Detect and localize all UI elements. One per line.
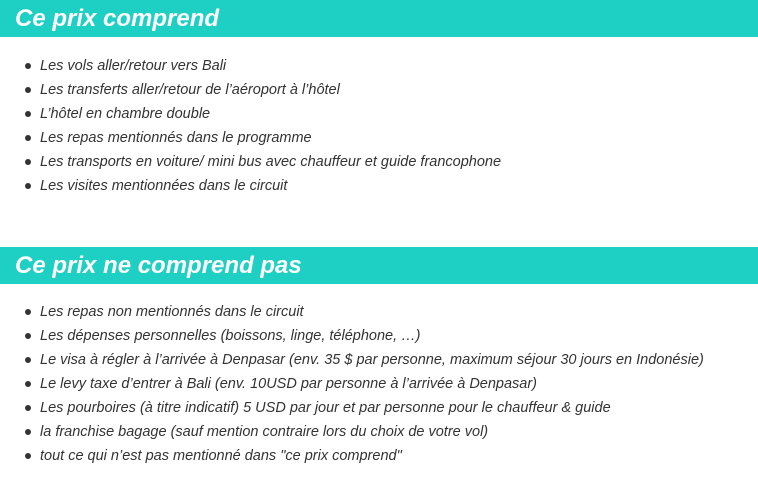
list-item [0,174,501,198]
list-item [0,300,704,324]
bullet-icon [25,183,31,189]
bullet-icon [25,357,31,363]
list-item [0,78,501,102]
list-item-text: Les transferts aller/retour de l’aéroport à l’hôtel [40,82,340,98]
list-item-text: Les repas non mentionnés dans le circuit [40,304,304,320]
section-title-included: Ce prix comprend [0,0,758,37]
list-item [0,102,501,126]
list-item-text: la franchise bagage (sauf mention contraire lors du choix de votre vol) [40,424,489,440]
bullet-icon [25,333,31,339]
list-item [0,54,501,78]
list-item [0,372,704,396]
list-item-text: Le visa à régler à l’arrivée à Denpasar (env. 35 $ par personne, maximum séjour 30 jours en Indonésie) [40,352,704,368]
list-item [0,348,704,372]
list-item-text: Les dépenses personnelles (boissons, linge, téléphone, …) [40,328,421,344]
bullet-icon [25,381,31,387]
bullet-icon [25,159,31,165]
included-list [0,54,501,198]
list-item-text: Les vols aller/retour vers Bali [40,58,227,74]
list-item [0,420,704,444]
list-item-text: Les visites mentionnées dans le circuit [40,178,288,194]
list-item [0,126,501,150]
list-item [0,396,704,420]
list-item-text: L’hôtel en chambre double [40,106,211,122]
bullet-icon [25,453,31,459]
bullet-icon [25,309,31,315]
list-item-text: Les repas mentionnés dans le programme [40,130,312,146]
list-item-text: Le levy taxe d’entrer à Bali (env. 10USD par personne à l’arrivée à Denpasar) [40,376,538,392]
bullet-icon [25,429,31,435]
list-item-text: Les pourboires (à titre indicatif) 5 USD par jour et par personne pour le chauffeur & guide [40,400,611,416]
bullet-icon [25,63,31,69]
section-title-excluded: Ce prix ne comprend pas [0,247,758,284]
list-item-text: tout ce qui n’est pas mentionné dans "ce prix comprend" [40,448,402,464]
list-item [0,150,501,174]
bullet-icon [25,135,31,141]
list-item [0,324,704,348]
list-item-text: Les transports en voiture/ mini bus avec chauffeur et guide francophone [40,154,502,170]
excluded-list [0,300,704,468]
list-item [0,444,704,468]
bullet-icon [25,111,31,117]
bullet-icon [25,405,31,411]
bullet-icon [25,87,31,93]
